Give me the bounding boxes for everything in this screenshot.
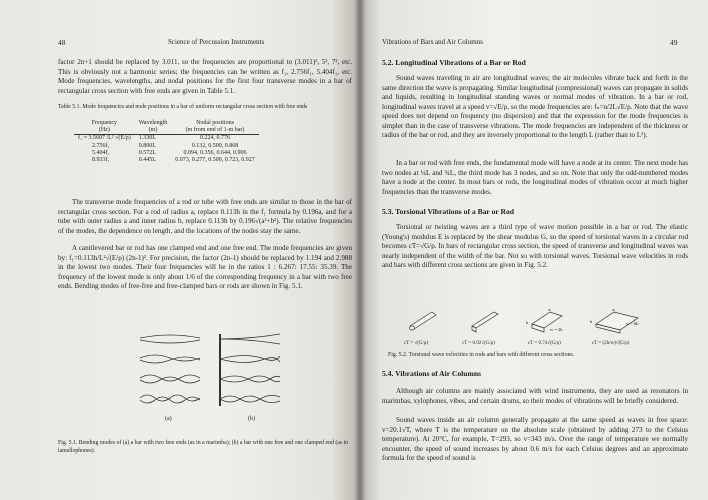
torsional-velocity-figure xyxy=(400,304,660,346)
table-cell: 0.445L xyxy=(138,157,156,164)
right-page xyxy=(360,0,708,500)
left-paragraph-1: factor 2n+1 should be replaced by 3.011, so the frequencies are proportional to (3.011)², 5², 7², etc. This is obviously not a harmonic series; the frequencies can be written as f₁, 2.756f₁, 5.404f₁, etc. Mode frequencies, wavelengths, and nodal positions for the first four transverse modes in a bar of rectangular cross section with free ends are given in Table 5.1. xyxy=(58,58,352,95)
table-header-nodal: Nodal positions xyxy=(196,120,234,126)
table-subheader: (Hz) xyxy=(98,127,110,134)
table-row xyxy=(74,135,259,143)
fig-label-a: (a) xyxy=(165,416,172,422)
fig2-formula-rect: cT = 0.74√(G/ρ) xyxy=(528,341,561,346)
table-header-wavelength: Wavelength xyxy=(138,120,168,126)
section-5-2-title: 5.2. Longitudinal Vibrations of a Bar or Rod xyxy=(382,58,526,67)
fig2-label-h-2: h xyxy=(590,319,593,324)
left-running-header: Science of Percussion Instruments xyxy=(168,38,265,46)
section-5-4-paragraph-2: Sound waves inside an air column generally propagate at the same speed as waves in free space: v=20.1√T, where T is the temperature on the absolute scale (obtained by adding 273 to the Celsius temperature). At 20°C, for example, T=293, so v=343 m/s. Over the range of temperature we normally encounter, the speed of sound increases by about 0.6 m/s for each Celsius degrees and an approximate formula for the speed of sound is xyxy=(382,416,688,462)
round-rod-icon xyxy=(410,312,437,330)
mode-curve xyxy=(220,334,280,339)
mode-table xyxy=(74,120,259,164)
clamped-free-modes xyxy=(220,334,280,406)
table-cell: 5.404f₁ xyxy=(92,149,110,156)
fig-label-b: (b) xyxy=(248,416,255,422)
table-row xyxy=(74,150,259,157)
section-5-3-title: 5.3. Torsional Vibrations of a Bar or Rod xyxy=(382,207,514,216)
fig2-label-w-eq-2h: w = 2h xyxy=(550,327,563,332)
table-cell: 8.933f₁ xyxy=(92,157,110,164)
table-caption: Table 5.1. Mode frequencies and node positions in a bar of uniform rectangular cross section with free ends xyxy=(58,104,308,110)
table-cell: 2.756f₁ xyxy=(92,142,110,149)
table-row xyxy=(74,143,259,150)
table-cell: 0.800L xyxy=(138,142,156,149)
right-page-number: 49 xyxy=(670,38,678,47)
section-5-2-paragraph-1: Sound waves traveling in air are longitudinal waves; the air molecules vibrate back and forth in the same direction the wave is propagating. Similar longitudinal (compressional) waves can propagate in solids and liquids, resulting in longitudinal standing waves or normal modes of vibration. In a bar or rod, longitudinal waves travel at a speed v=√E/ρ, so the mode frequencies are: fₙ=n/2L√E/ρ. Note that the wave speed does not depend on frequency (no dispersion) and that the expression for the mode frequencies is simpler than in the case of transverse vibrations. The mode frequencies are independent of the thickness or radius of the bar or rod, and they are inversely proportional to the length L (rather than to L²). xyxy=(382,74,688,139)
table-cell: 0.094, 0.356, 0.644, 0.906 xyxy=(183,149,247,156)
table-cell: 0.224, 0.776 xyxy=(200,135,230,142)
fig2-label-w: w xyxy=(548,307,552,312)
table-cell: 0.132, 0.500, 0.868 xyxy=(191,142,239,149)
mode-curve xyxy=(140,340,200,343)
bending-modes-figure xyxy=(120,330,300,425)
table-subheader: (m) xyxy=(148,127,158,134)
fig2-label-w-gt-6h: w > 6h xyxy=(626,321,639,326)
mode-curve xyxy=(140,335,200,338)
table-cell: f₁ = 3.5607 /L² √(E/ρ) xyxy=(78,135,131,142)
left-paragraph-2: The transverse mode frequencies of a rod or tube with free ends are similar to those in the bar of rectangular cross section. For a rod of radius a, replace 0.113h in the f₁ formula by 0.196a, and for a tube with outer radius a and inner radius b, replace 0.113h by 0.196√(a²+b²). The relative frequencies of the modes, the dependence on length, and the locations of the nodes stay the same. xyxy=(58,198,352,235)
table-cell: 1.330L xyxy=(138,135,156,142)
mode-curve xyxy=(220,339,280,344)
section-5-4-paragraph-1: Although air columns are mainly associated with wind instruments, they are used as resonators in marimbas, xylophones, vibes, and certain drums, so their modes of vibrations will be briefly considered. xyxy=(382,387,688,405)
left-page-number: 48 xyxy=(58,38,66,47)
mode-curve xyxy=(140,377,200,383)
fig2-formula-square: cT = 0.92√(G/ρ) xyxy=(462,341,495,346)
section-5-4-title: 5.4. Vibrations of Air Columns xyxy=(382,369,482,378)
square-bar-icon xyxy=(472,312,498,332)
table-subheader: (m from end of 1-m bar) xyxy=(185,127,245,134)
left-paragraph-3: A cantilevered bar or rod has one clamped end and one free end. The mode frequencies are given by: f₁=0.113h/L²√(E/ρ) (2n-1)². For precision, the factor (2n-1) should be replaced by 1.194 and 2.988 in the lowest two modes. Their four frequencies will be in the ratios 1 : 6.267: 17.55: 35.39. The frequency of the lowest mode is only about 1/6 of the corresponding frequency in a bar with two free ends. Bending modes of free-free and free-clamped bars or rods are shown in Fig. 5.1. xyxy=(58,244,352,290)
figure-5-2-caption: Fig. 5.2. Torsional wave velocities in rods and bars with different cross sections. xyxy=(388,352,575,358)
free-free-modes xyxy=(140,335,200,403)
mode-curve xyxy=(140,375,200,381)
fig2-formula-wide: cT = (2h/w)√(G/ρ) xyxy=(592,341,630,346)
fig2-formula-rod: cT = √(G/ρ) xyxy=(404,341,429,346)
mode-curve xyxy=(220,376,280,382)
figure-5-1-caption: Fig. 5.1. Bending modes of (a) a bar with two free ends (as in a marimba); (b) a bar with one free and one clamped end (as in lamellophones). xyxy=(58,440,349,454)
table-cell: 0.073, 0.277, 0.500, 0.723, 0.927 xyxy=(175,157,255,164)
right-running-header: Vibrations of Bars and Air Columns xyxy=(382,38,483,46)
section-5-3-paragraph-1: Torsional or twisting waves are a third type of wave motion possible in a bar or rod. The elastic (Young's) modulus E is replaced by the shear modulus G, so the speed of torsional waves in a circular rod becomes cT=√G/ρ. In bars of rectangular cross section, the speed of transverse and longitudinal waves was nearly independent of the width of the bar. Not so with torsional waves. Torsional wave velocities in rods and bars with different cross sections are given in Fig. 5.2. xyxy=(382,223,688,269)
fig2-label-w-2: w xyxy=(612,307,616,312)
mode-curve xyxy=(220,376,280,382)
section-5-2-paragraph-2: In a bar or rod with free ends, the fundamental mode will have a node at its center. The next mode has two nodes at ¼L and ¾L, the third mode has 3 nodes, and so on. Note that only the odd-numbered modes have a node at the center. In most bars or rods, the longitudinal modes of vibration occur at much higher frequencies than the transverse modes. xyxy=(382,159,688,196)
table-cell: 0.572L xyxy=(138,149,156,156)
mode-curve xyxy=(220,356,280,361)
table-header-frequency: Frequency xyxy=(91,120,118,126)
table-row xyxy=(74,157,259,164)
book-gutter-shadow xyxy=(354,0,366,500)
mode-curve xyxy=(220,358,280,363)
fig2-label-h: h xyxy=(526,320,529,325)
